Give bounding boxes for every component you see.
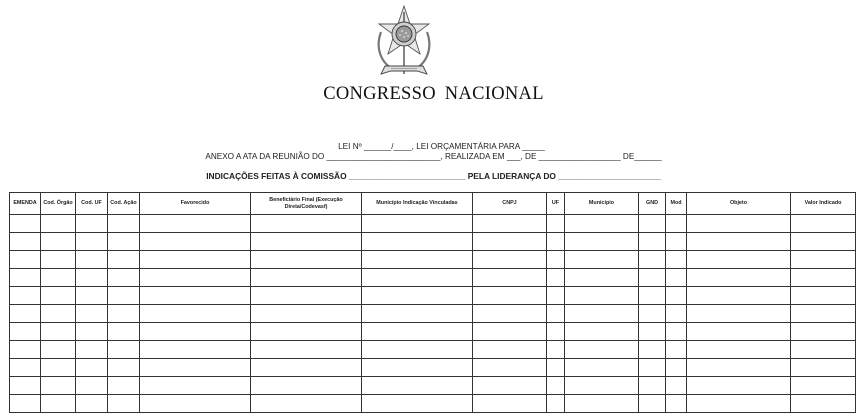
table-cell <box>10 305 41 323</box>
table-cell <box>547 359 565 377</box>
table-cell <box>41 377 76 395</box>
table-cell <box>251 269 362 287</box>
table-cell <box>362 377 473 395</box>
table-cell <box>10 251 41 269</box>
table-cell <box>251 359 362 377</box>
table-cell <box>639 359 666 377</box>
table-cell <box>76 233 108 251</box>
column-header: EMENDA <box>10 193 41 215</box>
table-cell <box>41 287 76 305</box>
table-cell <box>140 323 251 341</box>
law-number-line: LEI Nº ______/____, LEI ORÇAMENTÁRIA PARA _____ <box>338 142 545 151</box>
table-cell <box>639 287 666 305</box>
table-cell <box>639 377 666 395</box>
table-cell <box>687 287 791 305</box>
table-cell <box>251 323 362 341</box>
table-cell <box>76 341 108 359</box>
table-cell <box>41 359 76 377</box>
table-cell <box>687 305 791 323</box>
table-cell <box>547 395 565 413</box>
table-cell <box>41 305 76 323</box>
table-cell <box>41 251 76 269</box>
table-cell <box>473 359 547 377</box>
table-cell <box>108 233 140 251</box>
table-cell <box>565 269 639 287</box>
table-cell <box>473 251 547 269</box>
table-cell <box>108 215 140 233</box>
table-cell <box>547 287 565 305</box>
table-cell <box>251 305 362 323</box>
table-cell <box>362 395 473 413</box>
table-row <box>10 269 856 287</box>
table-cell <box>473 233 547 251</box>
table-cell <box>251 287 362 305</box>
table-cell <box>76 215 108 233</box>
indications-table <box>9 192 856 413</box>
table-cell <box>473 377 547 395</box>
table-cell <box>41 395 76 413</box>
table-row <box>10 287 856 305</box>
table-cell <box>473 305 547 323</box>
column-header: Objeto <box>687 193 791 215</box>
table-cell <box>639 323 666 341</box>
table-cell <box>687 251 791 269</box>
table-cell <box>76 251 108 269</box>
table-cell <box>565 323 639 341</box>
table-cell <box>791 251 856 269</box>
table-cell <box>251 395 362 413</box>
table-row <box>10 341 856 359</box>
table-cell <box>76 305 108 323</box>
table-cell <box>140 341 251 359</box>
table-cell <box>76 359 108 377</box>
table-cell <box>108 287 140 305</box>
table-cell <box>666 251 687 269</box>
table-cell <box>473 323 547 341</box>
table-cell <box>108 251 140 269</box>
table-cell <box>791 215 856 233</box>
table-cell <box>687 233 791 251</box>
table-cell <box>791 269 856 287</box>
table-cell <box>791 323 856 341</box>
page-title: CONGRESSO NACIONAL <box>323 84 544 104</box>
table-cell <box>140 251 251 269</box>
table-cell <box>687 323 791 341</box>
table-row <box>10 251 856 269</box>
table-cell <box>362 287 473 305</box>
table-cell <box>666 341 687 359</box>
table-cell <box>687 215 791 233</box>
table-cell <box>76 377 108 395</box>
table-cell <box>10 215 41 233</box>
table-cell <box>140 269 251 287</box>
table-cell <box>565 251 639 269</box>
table-cell <box>76 395 108 413</box>
table-cell <box>108 359 140 377</box>
table-cell <box>791 377 856 395</box>
column-header: CNPJ <box>473 193 547 215</box>
table-cell <box>140 287 251 305</box>
table-cell <box>362 323 473 341</box>
table-cell <box>140 395 251 413</box>
column-header: UF <box>547 193 565 215</box>
table-cell <box>251 233 362 251</box>
column-header: Município Indicação Vinculadas <box>362 193 473 215</box>
table-cell <box>547 269 565 287</box>
table-cell <box>76 269 108 287</box>
table-cell <box>140 233 251 251</box>
table-row <box>10 359 856 377</box>
table-cell <box>251 251 362 269</box>
table-cell <box>362 305 473 323</box>
table-cell <box>791 287 856 305</box>
column-header: Valor Indicado <box>791 193 856 215</box>
table-cell <box>565 233 639 251</box>
table-cell <box>791 305 856 323</box>
table-cell <box>639 395 666 413</box>
column-header: GND <box>639 193 666 215</box>
column-header: Favorecido <box>140 193 251 215</box>
table-row <box>10 323 856 341</box>
table-cell <box>108 305 140 323</box>
table-cell <box>639 233 666 251</box>
table-cell <box>666 377 687 395</box>
table-cell <box>362 269 473 287</box>
table-cell <box>565 287 639 305</box>
table-cell <box>687 341 791 359</box>
table-cell <box>140 359 251 377</box>
table-cell <box>547 341 565 359</box>
table-cell <box>10 377 41 395</box>
table-cell <box>473 395 547 413</box>
table-cell <box>565 359 639 377</box>
column-header: Mod <box>666 193 687 215</box>
table-row <box>10 395 856 413</box>
table-cell <box>108 341 140 359</box>
table-cell <box>687 269 791 287</box>
table-cell <box>687 395 791 413</box>
table-cell <box>41 233 76 251</box>
column-header: Cod. UF <box>76 193 108 215</box>
table-cell <box>362 251 473 269</box>
table-cell <box>565 341 639 359</box>
table-cell <box>473 287 547 305</box>
table-cell <box>687 359 791 377</box>
meeting-annex-line: ANEXO A ATA DA REUNIÃO DO _________________________, REALIZADA EM ___, DE __________________ DE______ <box>205 152 662 161</box>
table-cell <box>473 269 547 287</box>
table-cell <box>791 395 856 413</box>
table-cell <box>666 233 687 251</box>
table-cell <box>362 233 473 251</box>
coat-of-arms-icon <box>371 4 437 80</box>
column-header: Cod. Órgão <box>41 193 76 215</box>
table-cell <box>140 377 251 395</box>
table-cell <box>666 395 687 413</box>
table-cell <box>362 215 473 233</box>
table-cell <box>547 215 565 233</box>
table-cell <box>108 395 140 413</box>
table-cell <box>565 305 639 323</box>
table-row <box>10 233 856 251</box>
column-header: Município <box>565 193 639 215</box>
table-cell <box>547 323 565 341</box>
column-header: Beneficiário Final (Execução Direta/Codevasf) <box>251 193 362 215</box>
table-cell <box>76 287 108 305</box>
table-cell <box>251 215 362 233</box>
table-cell <box>639 269 666 287</box>
table-cell <box>547 233 565 251</box>
table-cell <box>639 305 666 323</box>
table-cell <box>76 323 108 341</box>
table-cell <box>565 215 639 233</box>
table-cell <box>639 341 666 359</box>
table-cell <box>108 323 140 341</box>
table-cell <box>10 233 41 251</box>
table-cell <box>41 269 76 287</box>
table-cell <box>565 377 639 395</box>
table-cell <box>687 377 791 395</box>
table-cell <box>10 395 41 413</box>
table-cell <box>666 215 687 233</box>
table-row <box>10 377 856 395</box>
table-cell <box>10 323 41 341</box>
table-cell <box>10 359 41 377</box>
table-cell <box>666 323 687 341</box>
table-cell <box>639 215 666 233</box>
table-cell <box>547 251 565 269</box>
table-cell <box>473 215 547 233</box>
table-cell <box>251 377 362 395</box>
table-cell <box>666 359 687 377</box>
table-cell <box>473 341 547 359</box>
column-header: Cod. Ação <box>108 193 140 215</box>
table-cell <box>565 395 639 413</box>
commission-indications-line: INDICAÇÕES FEITAS À COMISSÃO _________________________ PELA LIDERANÇA DO ______________________ <box>206 171 661 181</box>
table-cell <box>41 341 76 359</box>
table-cell <box>791 341 856 359</box>
table-cell <box>108 269 140 287</box>
table-cell <box>10 269 41 287</box>
table-cell <box>140 305 251 323</box>
table-header-row <box>10 193 856 215</box>
table-cell <box>547 377 565 395</box>
table-cell <box>108 377 140 395</box>
table-row <box>10 215 856 233</box>
table-cell <box>666 269 687 287</box>
table-cell <box>140 215 251 233</box>
table-cell <box>791 359 856 377</box>
table-cell <box>791 233 856 251</box>
table-cell <box>10 287 41 305</box>
table-cell <box>666 305 687 323</box>
table-cell <box>639 251 666 269</box>
table-cell <box>251 341 362 359</box>
table-cell <box>362 359 473 377</box>
table-cell <box>10 341 41 359</box>
table-cell <box>41 323 76 341</box>
table-cell <box>666 287 687 305</box>
table-cell <box>362 341 473 359</box>
table-cell <box>547 305 565 323</box>
table-cell <box>41 215 76 233</box>
table-row <box>10 305 856 323</box>
